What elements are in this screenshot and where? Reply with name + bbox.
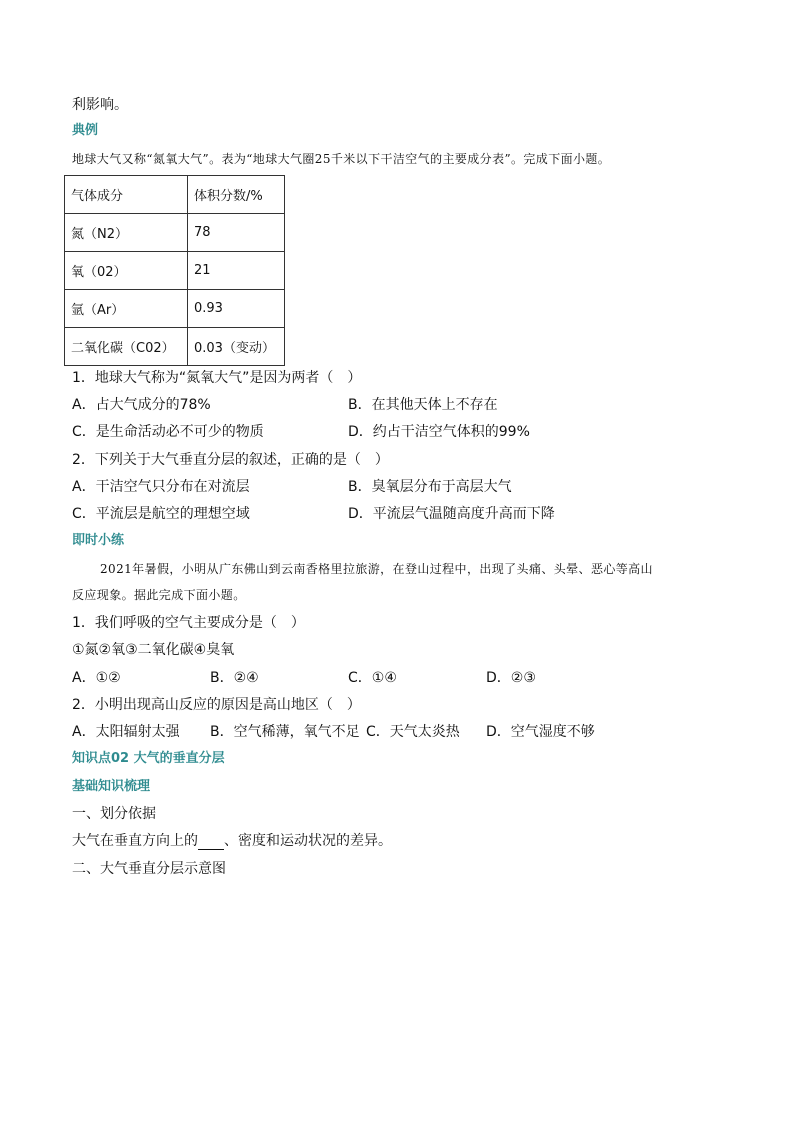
- example-heading: 典例: [72, 123, 99, 138]
- section1-text-after: 、密度和运动状况的差异。: [224, 833, 392, 849]
- example-q1-option-d: D．约占干洁空气体积的99%: [348, 424, 530, 440]
- table-cell: 0.03（变动）: [188, 328, 285, 366]
- example-q1-option-b: B．在其他天体上不存在: [348, 397, 498, 413]
- practice-q2-option-d: D．空气湿度不够: [486, 724, 595, 740]
- gas-composition-table: [64, 175, 285, 366]
- example-q1-option-a: A．占大气成分的78%: [72, 397, 211, 413]
- practice-q1-option-a: A．①②: [72, 670, 121, 686]
- table-cell: 氩（Ar）: [65, 290, 188, 328]
- practice-q1-items: ①氮②氧③二氧化碳④臭氧: [72, 642, 235, 658]
- example-prompt: 地球大气又称“氮氧大气”。表为“地球大气圈25千米以下干洁空气的主要成分表”。完成下面小题。: [72, 152, 611, 166]
- practice-prompt-line1: 2021年暑假，小明从广东佛山到云南香格里拉旅游，在登山过程中，出现了头痛、头晕、恶心等高山: [100, 562, 653, 576]
- example-q1-option-c: C．是生命活动必不可少的物质: [72, 424, 264, 440]
- section2-title: 二、大气垂直分层示意图: [72, 861, 226, 877]
- table-row: [65, 328, 285, 366]
- table-row: [65, 214, 285, 252]
- practice-q1-option-d: D．②③: [486, 670, 536, 686]
- knowledge-subheading: 基础知识梳理: [72, 779, 151, 794]
- practice-q2-stem: 2．小明出现高山反应的原因是高山地区（ ）: [72, 697, 361, 713]
- section1-text-before: 大气在垂直方向上的: [72, 833, 198, 849]
- table-header-cell: 气体成分: [65, 176, 188, 214]
- table-cell: 21: [188, 252, 285, 290]
- table-cell: 氮（N2）: [65, 214, 188, 252]
- table-row: [65, 290, 285, 328]
- practice-q2-option-b: B．空气稀薄，氧气不足: [210, 724, 360, 740]
- practice-heading: 即时小练: [72, 533, 125, 548]
- practice-q1-stem: 1．我们呼吸的空气主要成分是（ ）: [72, 615, 305, 631]
- practice-q1-option-c: C．①④: [348, 670, 397, 686]
- practice-q2-option-c: C．天气太炎热: [366, 724, 460, 740]
- example-q2-option-c: C．平流层是航空的理想空域: [72, 506, 250, 522]
- example-q2-stem: 2．下列关于大气垂直分层的叙述，正确的是（ ）: [72, 452, 389, 468]
- table-cell: 0.93: [188, 290, 285, 328]
- example-q2-option-a: A．干洁空气只分布在对流层: [72, 479, 250, 495]
- fill-blank[interactable]: [198, 835, 224, 850]
- table-cell: 78: [188, 214, 285, 252]
- table-row: [65, 252, 285, 290]
- table-header-cell: 体积分数/%: [188, 176, 285, 214]
- section1-title: 一、划分依据: [72, 806, 156, 822]
- intro-continuation: 利影响。: [72, 97, 128, 113]
- table-cell: 二氧化碳（C02）: [65, 328, 188, 366]
- practice-q2-option-a: A．太阳辐射太强: [72, 724, 180, 740]
- example-q2-option-d: D．平流层气温随高度升高而下降: [348, 506, 555, 522]
- example-q1-stem: 1．地球大气称为“氮氧大气”是因为两者（ ）: [72, 370, 362, 386]
- table-header-row: [65, 176, 285, 214]
- table-cell: 氧（02）: [65, 252, 188, 290]
- practice-q1-option-b: B．②④: [210, 670, 259, 686]
- section1-text: [72, 832, 392, 850]
- knowledge-heading: 知识点02 大气的垂直分层: [72, 751, 225, 766]
- practice-prompt-line2: 反应现象。据此完成下面小题。: [72, 588, 246, 602]
- example-q2-option-b: B．臭氧层分布于高层大气: [348, 479, 512, 495]
